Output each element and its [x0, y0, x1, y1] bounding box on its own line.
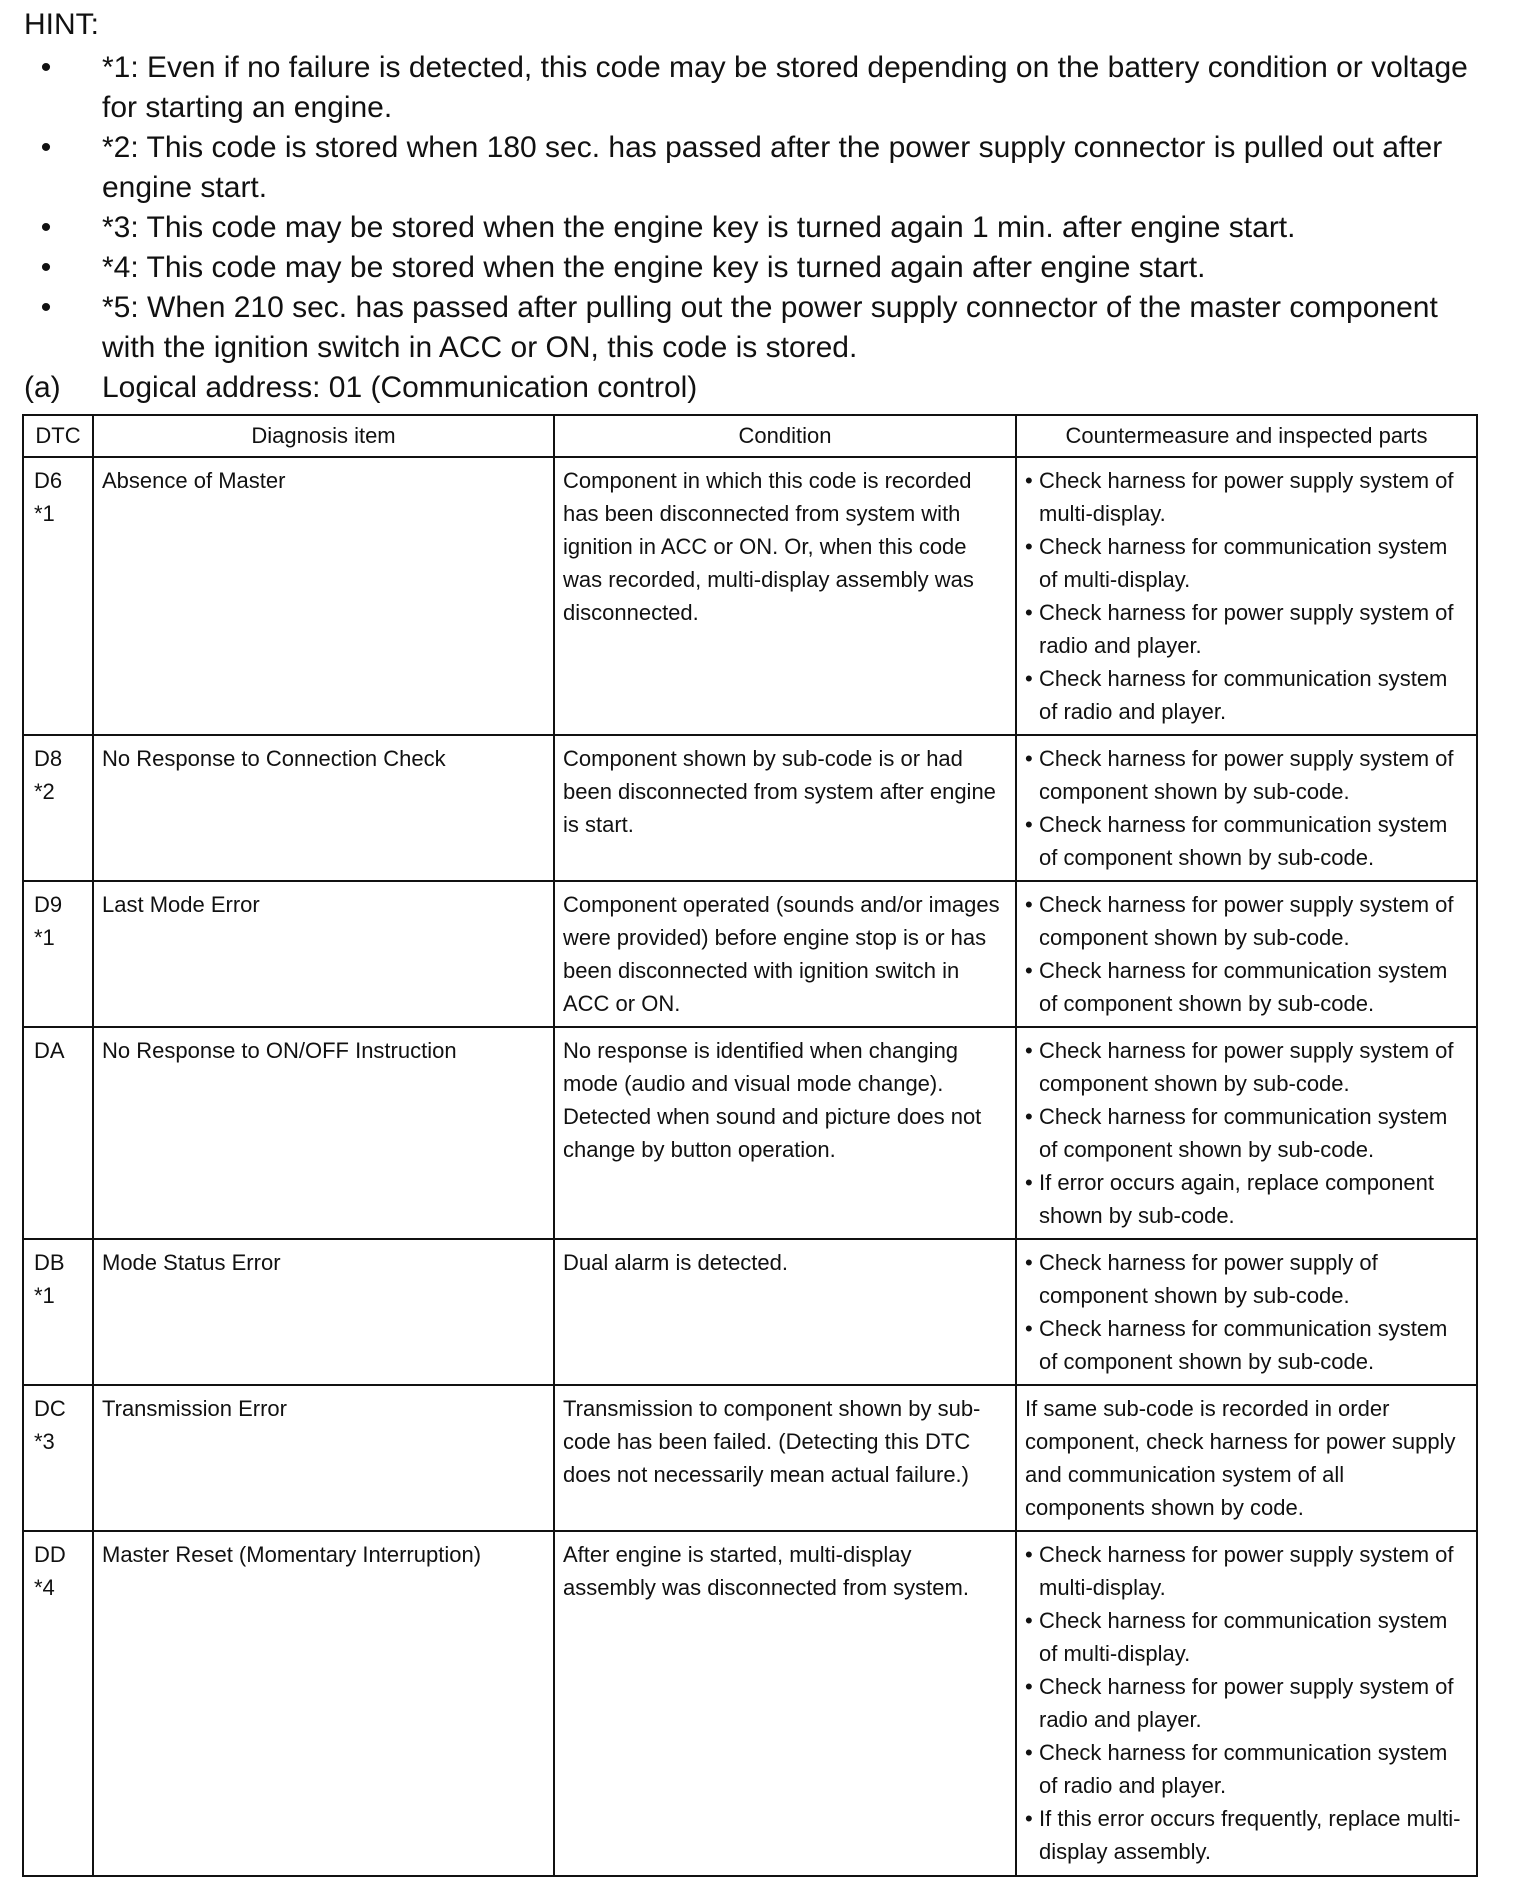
column-header-diagnosis-item: Diagnosis item	[93, 415, 554, 457]
hint-item	[24, 208, 1494, 248]
bullet-icon: •	[40, 51, 52, 84]
bullet-icon: •	[40, 211, 52, 244]
countermeasure-item: • Check harness for communication system of component shown by sub-code.	[1025, 808, 1468, 874]
condition-cell: Transmission to component shown by sub-code has been failed. (Detecting this DTC does not necessarily mean actual failure.)	[554, 1385, 1016, 1531]
countermeasure-cell: If same sub-code is recorded in order component, check harness for power supply and communication system of all components shown by code.	[1016, 1385, 1477, 1531]
dtc-code: D6	[34, 468, 63, 493]
table-row	[23, 1239, 1477, 1385]
dtc-code: DB	[34, 1250, 65, 1275]
dtc-note: *1	[34, 1283, 55, 1308]
condition-cell: Component shown by sub-code is or had been disconnected from system after engine is start.	[554, 735, 1016, 881]
column-header-dtc: DTC	[23, 415, 93, 457]
countermeasure-item: • Check harness for power supply system of component shown by sub-code.	[1025, 742, 1468, 808]
bullet-icon: •	[40, 291, 52, 324]
column-header-condition: Condition	[554, 415, 1016, 457]
countermeasure-item: • Check harness for communication system of component shown by sub-code.	[1025, 954, 1468, 1020]
countermeasure-item: • Check harness for communication system of multi-display.	[1025, 1604, 1468, 1670]
section-heading	[24, 368, 697, 408]
countermeasure-item: • Check harness for power supply system of component shown by sub-code.	[1025, 888, 1468, 954]
dtc-note: *2	[34, 779, 55, 804]
diagnosis-item-cell: Last Mode Error	[93, 881, 554, 1027]
hint-text: *4: This code may be stored when the engine key is turned again after engine start.	[102, 251, 1206, 284]
table-row	[23, 1385, 1477, 1531]
dtc-note: *1	[34, 501, 55, 526]
countermeasure-item: • Check harness for power supply system of radio and player.	[1025, 1670, 1468, 1736]
table-row	[23, 457, 1477, 735]
table-header-row	[23, 415, 1477, 457]
countermeasure-item: • Check harness for communication system of multi-display.	[1025, 530, 1468, 596]
hint-item	[24, 248, 1494, 288]
dtc-code: D9	[34, 892, 63, 917]
table-row	[23, 1027, 1477, 1239]
dtc-cell	[23, 881, 93, 1027]
countermeasure-item: • Check harness for communication system of radio and player.	[1025, 1736, 1468, 1802]
countermeasure-cell	[1016, 881, 1477, 1027]
section-title: Logical address: 01 (Communication control)	[102, 371, 698, 404]
dtc-cell	[23, 457, 93, 735]
countermeasure-item: • Check harness for communication system of component shown by sub-code.	[1025, 1100, 1468, 1166]
bullet-icon: •	[40, 131, 52, 164]
diagnosis-item-cell: Absence of Master	[93, 457, 554, 735]
countermeasure-item: • Check harness for power supply of component shown by sub-code.	[1025, 1246, 1468, 1312]
hint-item	[24, 128, 1494, 208]
dtc-cell	[23, 1239, 93, 1385]
hint-text: *5: When 210 sec. has passed after pulling out the power supply connector of the master component with the ignition switch in ACC or ON, this code is stored.	[102, 291, 1438, 364]
countermeasure-item: • Check harness for communication system of radio and player.	[1025, 662, 1468, 728]
dtc-cell	[23, 1531, 93, 1876]
hint-list	[24, 48, 1494, 368]
countermeasure-cell	[1016, 457, 1477, 735]
dtc-cell	[23, 735, 93, 881]
hint-item	[24, 288, 1494, 368]
dtc-code: DA	[34, 1038, 65, 1063]
diagnosis-item-cell: Transmission Error	[93, 1385, 554, 1531]
countermeasure-cell	[1016, 1027, 1477, 1239]
table-row	[23, 881, 1477, 1027]
dtc-code: D8	[34, 746, 63, 771]
condition-cell: After engine is started, multi-display assembly was disconnected from system.	[554, 1531, 1016, 1876]
condition-cell: Component in which this code is recorded has been disconnected from system with ignition in ACC or ON. Or, when this code was recorded, multi-display assembly was disconnected.	[554, 457, 1016, 735]
condition-cell: Dual alarm is detected.	[554, 1239, 1016, 1385]
section-letter: (a)	[24, 371, 61, 404]
diagnosis-item-cell: No Response to Connection Check	[93, 735, 554, 881]
table-row	[23, 735, 1477, 881]
countermeasure-item: • Check harness for communication system of component shown by sub-code.	[1025, 1312, 1468, 1378]
countermeasure-item: • Check harness for power supply system of multi-display.	[1025, 1538, 1468, 1604]
dtc-note: *1	[34, 925, 55, 950]
countermeasure-cell	[1016, 1239, 1477, 1385]
dtc-code: DC	[34, 1396, 66, 1421]
condition-cell: Component operated (sounds and/or images were provided) before engine stop is or has been disconnected with ignition switch in ACC or ON.	[554, 881, 1016, 1027]
dtc-note: *3	[34, 1429, 55, 1454]
dtc-table	[22, 414, 1478, 1877]
dtc-note: *4	[34, 1575, 55, 1600]
condition-cell: No response is identified when changing mode (audio and visual mode change). Detected when sound and picture does not change by button operation.	[554, 1027, 1016, 1239]
countermeasure-cell	[1016, 735, 1477, 881]
dtc-cell	[23, 1027, 93, 1239]
diagnosis-item-cell: Master Reset (Momentary Interruption)	[93, 1531, 554, 1876]
countermeasure-item: • If this error occurs frequently, replace multi-display assembly.	[1025, 1802, 1468, 1868]
countermeasure-item: • Check harness for power supply system of radio and player.	[1025, 596, 1468, 662]
hint-item	[24, 48, 1494, 128]
column-header-countermeasure: Countermeasure and inspected parts	[1016, 415, 1477, 457]
hint-text: *3: This code may be stored when the engine key is turned again 1 min. after engine start.	[102, 211, 1296, 244]
hint-title: HINT:	[24, 8, 99, 41]
diagnosis-item-cell: No Response to ON/OFF Instruction	[93, 1027, 554, 1239]
table-row	[23, 1531, 1477, 1876]
hint-text: *2: This code is stored when 180 sec. has passed after the power supply connector is pulled out after engine start.	[102, 131, 1443, 204]
countermeasure-item: • If error occurs again, replace component shown by sub-code.	[1025, 1166, 1468, 1232]
diagnosis-item-cell: Mode Status Error	[93, 1239, 554, 1385]
hint-text: *1: Even if no failure is detected, this code may be stored depending on the battery condition or voltage for starting an engine.	[102, 51, 1468, 124]
dtc-cell	[23, 1385, 93, 1531]
dtc-code: DD	[34, 1542, 66, 1567]
bullet-icon: •	[40, 251, 52, 284]
countermeasure-cell	[1016, 1531, 1477, 1876]
countermeasure-item: • Check harness for power supply system of component shown by sub-code.	[1025, 1034, 1468, 1100]
countermeasure-item: • Check harness for power supply system of multi-display.	[1025, 464, 1468, 530]
